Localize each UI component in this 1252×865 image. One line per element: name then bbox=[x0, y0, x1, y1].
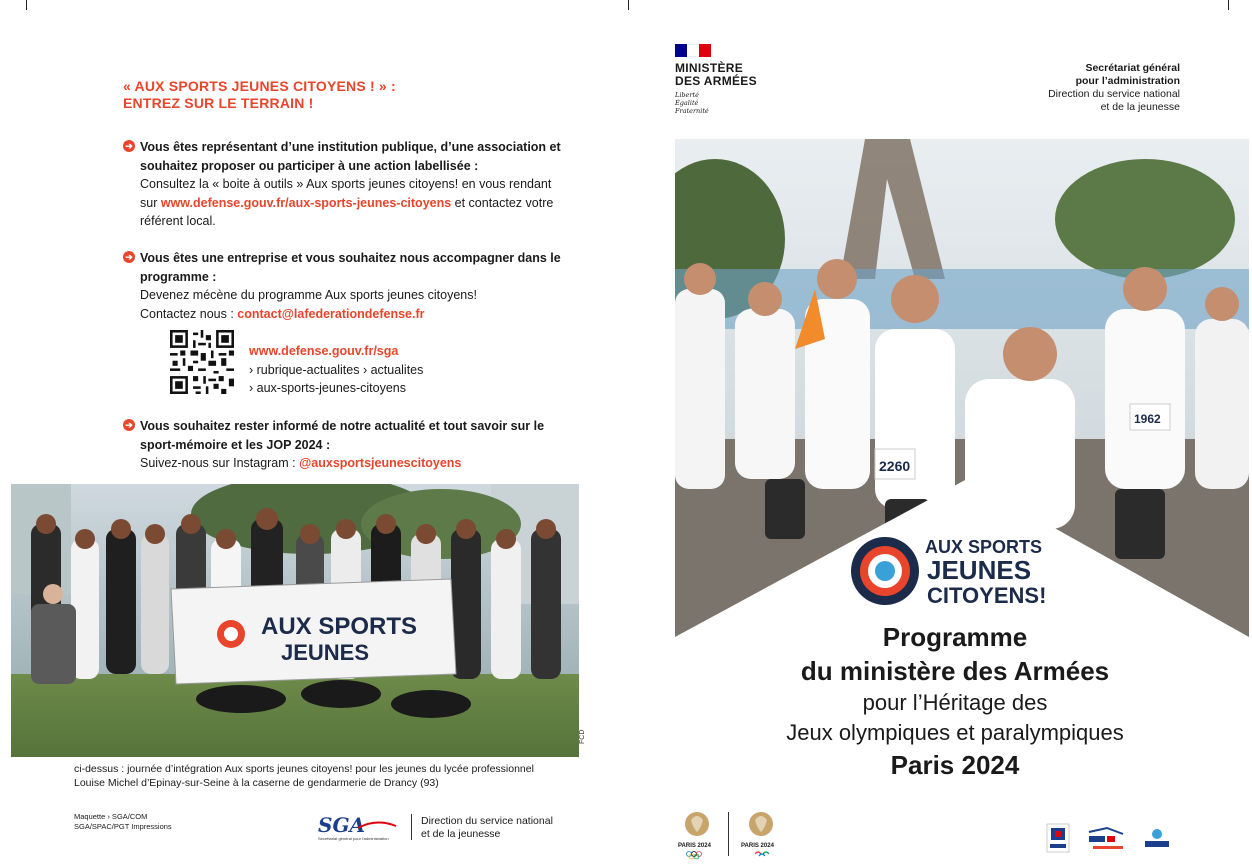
sga-direction bbox=[421, 815, 553, 841]
programme-line: Programme bbox=[882, 622, 1028, 652]
svg-text:PARIS 2024: PARIS 2024 bbox=[741, 843, 774, 849]
left-title bbox=[123, 78, 443, 112]
ministere-name-line: DES ARMÉES bbox=[675, 74, 757, 88]
programme-line: Paris 2024 bbox=[890, 750, 1020, 780]
cnsd-logo bbox=[1143, 828, 1171, 850]
block-text: et contactez votre référent local. bbox=[140, 195, 554, 228]
motto-line: Fraternité bbox=[675, 107, 709, 115]
block-text: Suivez-nous sur Instagram : bbox=[140, 456, 300, 470]
info-block-companies bbox=[123, 249, 568, 323]
direction-line: et de la jeunesse bbox=[421, 828, 501, 840]
sga-logo bbox=[316, 812, 406, 842]
partner-logos bbox=[1045, 822, 1175, 856]
svg-text:JEUNES: JEUNES bbox=[281, 640, 370, 665]
sga-website-link[interactable]: www.defense.gouv.fr/sga bbox=[249, 344, 399, 358]
ministere-logo bbox=[675, 44, 795, 115]
programme-line: du ministère des Armées bbox=[800, 656, 1110, 686]
federation-defense-logo bbox=[1085, 826, 1127, 852]
maquette-credits bbox=[74, 812, 172, 832]
sg-line: Secrétariat général bbox=[1085, 62, 1180, 74]
toolbox-link[interactable]: www.defense.gouv.fr/aux-sports-jeunes-citoyens bbox=[160, 195, 452, 210]
block-heading: Vous êtes une entreprise et vous souhaitez nous accompagner dans le programme : bbox=[140, 251, 561, 284]
info-block-institutions bbox=[123, 138, 568, 231]
ministere-name-line: MINISTÈRE bbox=[675, 61, 744, 75]
direction-line: Direction du service national bbox=[421, 815, 553, 827]
aux-sports-logo bbox=[851, 537, 1046, 608]
dir-line: Direction du service national bbox=[1048, 88, 1180, 100]
programme-title bbox=[720, 620, 1190, 782]
title-line-2: ENTREZ SUR LE TERRAIN ! bbox=[123, 95, 314, 111]
qr-path-line: › rubrique-actualites › actualites bbox=[249, 362, 424, 377]
caption-line: Louise Michel d’Epinay-sur-Seine à la caserne de gendarmerie de Drancy (93) bbox=[74, 776, 439, 789]
paris-2024-paralympic-logo bbox=[741, 812, 775, 856]
paris-2024-logos bbox=[675, 810, 790, 860]
svg-text:Secrétariat général pour l'adm: Secrétariat général pour l'administration bbox=[318, 836, 389, 841]
qr-code[interactable] bbox=[170, 330, 234, 394]
secretariat-header bbox=[960, 62, 1180, 114]
qr-text bbox=[249, 342, 423, 398]
info-block-instagram bbox=[123, 417, 568, 473]
group-photo bbox=[11, 484, 579, 757]
runners-photo bbox=[675, 139, 1249, 637]
arrow-bullet-icon: ➔ bbox=[123, 140, 135, 152]
photo-caption bbox=[74, 763, 594, 790]
block-heading: Vous souhaitez rester informé de notre actualité et tout savoir sur le sport-mémoire et les JOP 2024 : bbox=[140, 419, 545, 452]
svg-text:CITOYENS!: CITOYENS! bbox=[927, 583, 1047, 608]
title-line-1: « AUX SPORTS JEUNES CITOYENS ! » : bbox=[123, 78, 396, 94]
divider bbox=[411, 814, 412, 840]
crop-mark bbox=[628, 0, 629, 10]
svg-text:SGA: SGA bbox=[318, 813, 366, 837]
motto-line: Égalité bbox=[675, 99, 699, 107]
motto-line: Liberté bbox=[675, 91, 699, 99]
arrow-bullet-icon: ➔ bbox=[123, 251, 135, 263]
svg-text:2260: 2260 bbox=[879, 458, 911, 474]
programme-line: Jeux olympiques et paralympiques bbox=[786, 720, 1124, 745]
svg-text:1962: 1962 bbox=[1134, 412, 1161, 426]
block-text: Consultez la « boite à outils » Aux sports jeunes citoyens! en vous rendant sur bbox=[140, 177, 552, 210]
sg-line: pour l’administration bbox=[1075, 75, 1180, 87]
svg-text:PARIS 2024: PARIS 2024 bbox=[678, 843, 711, 849]
contact-label: Contactez nous : bbox=[140, 306, 238, 321]
contact-email-link[interactable]: contact@lafederationdefense.fr bbox=[237, 306, 425, 321]
french-flag-icon bbox=[675, 44, 711, 57]
maquette-line: SGA/SPAC/PGT Impressions bbox=[74, 822, 172, 831]
qr-path-line: › aux-sports-jeunes-citoyens bbox=[249, 381, 407, 395]
block-heading: Vous êtes représentant d’une institution publique, d’une association et souhaitez proposer ou participer à une action labellisée : bbox=[140, 140, 561, 173]
svg-text:AUX SPORTS: AUX SPORTS bbox=[261, 613, 418, 640]
block-text: Devenez mécène du programme Aux sports jeunes citoyens! bbox=[140, 288, 477, 302]
svg-text:AUX SPORTS: AUX SPORTS bbox=[925, 537, 1043, 557]
svg-text:JEUNES: JEUNES bbox=[927, 555, 1032, 585]
caption-line: ci-dessus : journée d’intégration Aux sports jeunes citoyens! pour les jeunes du lycée professionnel bbox=[74, 763, 534, 775]
instagram-link[interactable]: @auxsportsjeunescitoyens bbox=[299, 456, 462, 470]
paris-2024-olympic-logo bbox=[678, 812, 712, 859]
arrow-bullet-icon: ➔ bbox=[123, 419, 135, 431]
spac-logo bbox=[1047, 824, 1069, 852]
crop-mark bbox=[1228, 0, 1229, 10]
photo-credit: FCD bbox=[579, 729, 586, 744]
programme-line: pour l’Héritage des bbox=[862, 690, 1048, 715]
maquette-line: Maquette › SGA/COM bbox=[74, 812, 148, 821]
crop-mark bbox=[26, 0, 27, 10]
dir-line: et de la jeunesse bbox=[1100, 101, 1180, 113]
